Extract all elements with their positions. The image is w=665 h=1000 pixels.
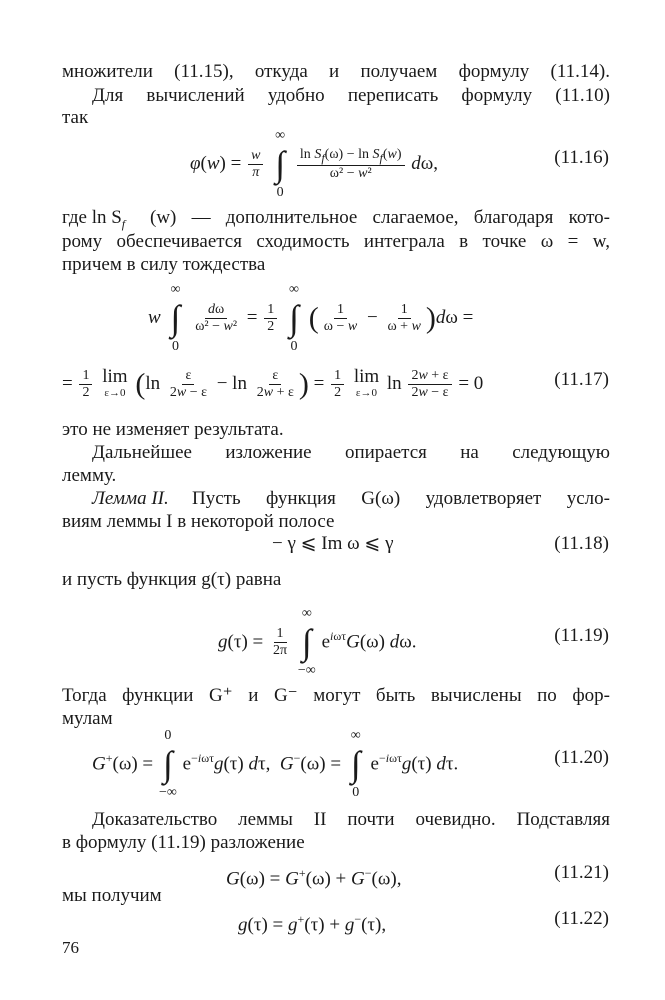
equation-11-17-b: = $\frac{1}{2}$ lim ε→0 (ln $\frac{\varepsilon}{2w - \varepsilon}$ − ln $\frac{\varepsilon}{2w + \varepsilon}$ ) = $\frac{1}{2}$ lim ε→0 ln $\frac{2w + \varepsilon}{2w - \varepsilon}$ = 0 (62, 365, 484, 401)
eq-number-11-19: (11.19) (554, 625, 609, 646)
eq-number-11-16: (11.16) (554, 147, 609, 168)
text-line-4b: (w) — дополнительное слагаемое, благодаря кото- (150, 207, 610, 228)
text-line-16: в формулу (11.19) разложение (62, 832, 305, 853)
text-line-17: мы получим (62, 885, 162, 906)
text-line-15: Доказательство леммы II почти очевидно. Подставляя (92, 809, 610, 830)
eq-number-11-21: (11.21) (554, 862, 609, 883)
equation-11-17-a: w ∞ ∫ 0 $\frac{d\omega}{\text{ω² − w²}}$ = $\frac{1}{2}$ ∞ ∫ 0 ( $\frac{1}{\omega - w}$ − $\frac{1}{\omega + w}$ )dω = (148, 282, 474, 354)
text-line-5: рому обеспечивается сходимость интеграла в точке ω = w, (62, 231, 610, 252)
eq-number-11-18: (11.18) (554, 533, 609, 554)
text-line-4a: где $\ln S_f$ (62, 207, 126, 231)
text-line-6: причем в силу тождества (62, 254, 266, 275)
equation-11-19: g(τ) = $\frac{1}{2\pi}$ ∞ ∫ −∞ $e^{i\omega\tau}G(\omega)$ dω. (218, 606, 417, 679)
text-line-10: Пусть функция G(ω) удовлетворяет усло- (192, 488, 610, 509)
lemma-title: Лемма II. (92, 488, 169, 509)
text-line-13: Тогда функции G⁺ и G⁻ могут быть вычислены по фор- (62, 685, 610, 706)
eq-number-11-20: (11.20) (554, 747, 609, 768)
text-line-14: мулам (62, 708, 113, 729)
equation-11-22: g(τ) = g+(τ) + g−(τ), (238, 912, 387, 936)
text-line-11: виям леммы I в некоторой полосе (62, 511, 335, 532)
text-line-9: лемму. (62, 465, 117, 486)
equation-11-20: G+(ω) = 0 ∫ −∞ $e^{-i\omega\tau}g(\tau)$ dτ, G−(ω) = ∞ ∫ 0 $e^{-i\omega\tau}g(\tau)$ dτ. (92, 728, 459, 801)
text-line-12: и пусть функция g(τ) равна (62, 569, 282, 590)
text-line-1: множители (11.15), откуда и получаем формулу (11.14). (62, 61, 610, 82)
text-line-3: так (62, 107, 89, 128)
text-line-2: Для вычислений удобно переписать формулу (11.10) (92, 85, 610, 106)
text-line-8: Дальнейшее изложение опирается на следующую (92, 442, 610, 463)
eq-number-11-22: (11.22) (554, 908, 609, 929)
equation-11-18: − γ ⩽ Im ω ⩽ γ (272, 533, 394, 554)
equation-11-21: G(ω) = G+(ω) + G−(ω), (226, 866, 402, 890)
page-number: 76 (62, 938, 79, 957)
equation-11-16: φ(w) = $\frac{w}{\pi}$ ∞ ∫ 0 $\frac{\ln S_f(\omega) - \ln S_f(w)}{\text{ω² − w²}}$ dω, (190, 128, 439, 200)
eq-number-11-17: (11.17) (554, 369, 609, 390)
text-line-7: это не изменяет результата. (62, 419, 284, 440)
